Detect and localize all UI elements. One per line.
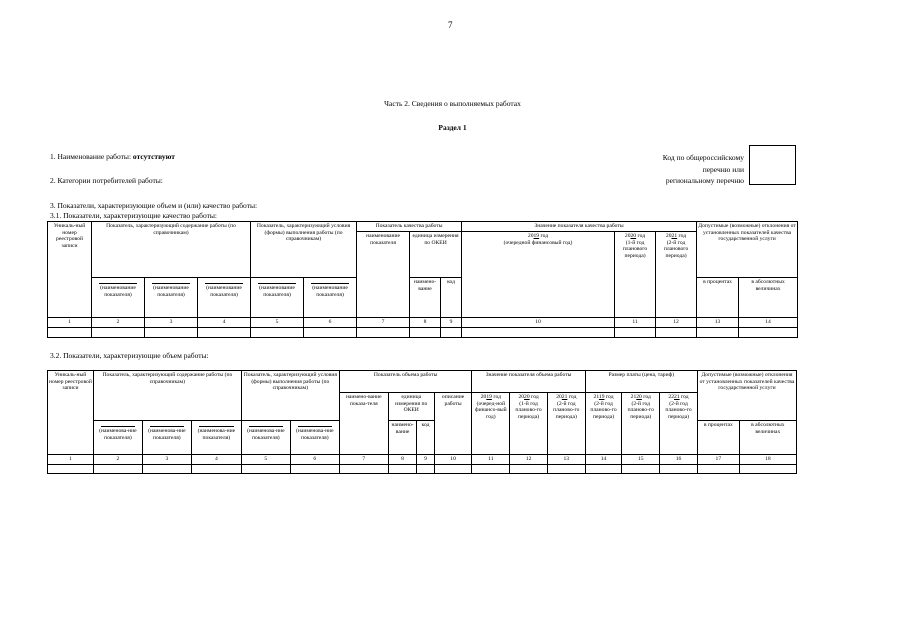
col-indicator-name: наименование показателя <box>357 232 410 318</box>
col-deviation-absolute: в абсолютных величинах <box>739 278 798 318</box>
sub-indicator-label: (наименова-ние показателя) <box>197 428 236 441</box>
sub-indicator-label: (наименование показателя) <box>312 285 348 298</box>
column-number: 7 <box>357 318 410 328</box>
empty-cell[interactable] <box>191 464 241 473</box>
year-number: 21 <box>671 233 678 239</box>
col-deviation: Допустимые (возможные) отклонения от установленных показателей качества государственной услуги <box>697 222 798 278</box>
empty-cell[interactable] <box>472 464 510 473</box>
column-number: 6 <box>290 455 339 465</box>
sub-indicator-label: (наименова-ние показателя) <box>296 428 334 441</box>
col-condition-indicator: Показатель, характеризующий условия (формы) выполнения работы (по справочникам) <box>251 222 357 278</box>
col-deviation-absolute: в абсолютных величинах <box>739 421 796 455</box>
year-suffix: год <box>493 394 501 400</box>
sub-indicator-label: (наименова-ние показателя) <box>148 428 186 441</box>
consumer-category-label: 2. Категории потребителей работы: <box>50 176 163 185</box>
column-number: 5 <box>251 318 304 328</box>
empty-cell[interactable] <box>357 327 410 337</box>
year-caption: (2-й год планово-го периода) <box>627 400 654 420</box>
code-label-line: перечню или <box>702 164 744 174</box>
empty-cell[interactable] <box>410 327 441 337</box>
year-prefix: 20 <box>518 394 525 400</box>
col-volume-value: Значение показателя объема работы <box>472 371 585 393</box>
column-number: 8 <box>410 318 441 328</box>
year-number: 21 <box>673 394 680 400</box>
col-unit: единица измерения по ОКЕИ <box>410 232 462 278</box>
empty-cell[interactable] <box>510 464 548 473</box>
column-number-row <box>48 455 797 465</box>
part-title: Часть 2. Сведения о выполняемых работах <box>384 99 521 108</box>
year-prefix: 20 <box>527 233 534 239</box>
col-quality-indicator: Показатель качества работы <box>357 222 462 232</box>
year-prefix: 20 <box>480 394 487 400</box>
year-number: 20 <box>630 233 637 239</box>
year-number: 20 <box>636 394 642 400</box>
col-price-year-3 <box>660 393 698 455</box>
sub-indicator-label: (наименова-ние показателя) <box>99 428 137 441</box>
work-name-label: 1. Наименование работы: <box>50 152 132 161</box>
table-row <box>48 327 798 337</box>
col-unique-number: Уникаль-ный номер реестровой записи <box>48 371 94 455</box>
empty-cell[interactable] <box>585 464 622 473</box>
col-year-plan-2 <box>656 232 697 318</box>
year-number: 19 <box>486 394 492 400</box>
empty-cell[interactable] <box>660 464 698 473</box>
sub-indicator-cell <box>198 278 251 318</box>
empty-cell[interactable] <box>547 464 585 473</box>
code-input-box[interactable] <box>749 145 796 185</box>
year-suffix: год <box>605 394 614 400</box>
sub-indicator-cell <box>290 421 339 455</box>
column-number: 2 <box>92 318 145 328</box>
sub-indicator-cell <box>92 278 145 318</box>
year-number: 19 <box>533 233 540 239</box>
empty-cell[interactable] <box>145 327 198 337</box>
empty-cell[interactable] <box>304 327 357 337</box>
table-row <box>48 464 797 473</box>
volume-table-title: 3.2. Показатели, характеризующие объем работы: <box>50 351 209 360</box>
column-number: 16 <box>660 455 698 465</box>
col-unit-name: наимено-вание <box>388 421 417 455</box>
column-number: 18 <box>739 455 796 465</box>
year-caption: (1-й год планово-го периода) <box>515 400 542 420</box>
empty-cell[interactable] <box>339 464 388 473</box>
col-unit-code: код <box>441 278 462 318</box>
col-unit-name: наимено-вание <box>410 278 441 318</box>
col-year-current <box>462 232 615 318</box>
col-volume-year-plan-1 <box>510 393 548 455</box>
column-number: 17 <box>697 455 739 465</box>
empty-cell[interactable] <box>198 327 251 337</box>
empty-cell[interactable] <box>697 464 739 473</box>
sub-indicator-cell <box>142 421 191 455</box>
column-number: 3 <box>142 455 191 465</box>
empty-cell[interactable] <box>48 327 92 337</box>
empty-cell[interactable] <box>241 464 290 473</box>
quality-table <box>47 221 798 338</box>
column-number: 4 <box>191 455 241 465</box>
quality-table-title: 3.1. Показатели, характеризующие качество работы: <box>50 211 217 220</box>
empty-cell[interactable] <box>697 327 739 337</box>
sub-indicator-cell <box>191 421 241 455</box>
year-suffix: год <box>531 394 539 400</box>
year-caption: (2-й год планово-го периода) <box>665 400 692 420</box>
col-content-indicator: Показатель, характеризующий содержание работы (по справочникам) <box>92 222 251 278</box>
sub-indicator-cell <box>251 278 304 318</box>
empty-cell[interactable] <box>92 327 145 337</box>
code-label-line: Код по общероссийскому <box>662 153 744 162</box>
col-unit: единица измерения по ОКЕИ <box>388 393 434 421</box>
year-caption: (2-й год планового периода) <box>663 239 689 259</box>
indicators-label: 3. Показатели, характеризующие объем и (или) качество работы: <box>50 201 258 210</box>
code-label <box>610 152 744 187</box>
empty-cell[interactable] <box>462 327 615 337</box>
empty-cell[interactable] <box>441 327 462 337</box>
col-indicator-name: наимено-вание показа-теля <box>339 393 388 455</box>
col-content-indicator: Показатель, характеризующий содержание работы (по справочникам) <box>93 371 241 421</box>
empty-cell[interactable] <box>417 464 434 473</box>
empty-cell[interactable] <box>615 327 656 337</box>
year-prefix: 22 <box>668 394 674 400</box>
year-prefix: 20 <box>624 233 631 239</box>
column-number: 1 <box>48 455 94 465</box>
empty-cell[interactable] <box>251 327 304 337</box>
sub-indicator-label: (наименова-ние показателя) <box>247 428 285 441</box>
empty-cell[interactable] <box>48 464 94 473</box>
column-number: 9 <box>441 318 462 328</box>
empty-cell[interactable] <box>739 327 798 337</box>
year-suffix: год <box>568 394 577 400</box>
column-number-row <box>48 318 798 328</box>
empty-cell[interactable] <box>434 464 472 473</box>
year-number: 21 <box>561 394 568 400</box>
column-number: 3 <box>145 318 198 328</box>
column-number: 10 <box>462 318 615 328</box>
col-volume-year-current <box>472 393 510 455</box>
column-number: 12 <box>656 318 697 328</box>
year-prefix: 21 <box>593 394 599 400</box>
code-label-line: региональному перечню <box>665 176 744 185</box>
col-year-plan-1 <box>615 232 656 318</box>
col-volume-year-plan-2 <box>547 393 585 455</box>
year-prefix: 20 <box>665 233 672 239</box>
column-number: 11 <box>615 318 656 328</box>
col-deviation-percent: в процентах <box>697 421 739 455</box>
work-name-value: отсутствуют <box>132 152 175 161</box>
year-suffix: год <box>540 233 549 239</box>
col-work-description: описание работы <box>434 393 472 455</box>
column-number: 6 <box>304 318 357 328</box>
col-volume-indicator: Показатель объема работы <box>339 371 472 393</box>
year-number: 19 <box>598 394 605 400</box>
empty-cell[interactable] <box>93 464 142 473</box>
column-number: 2 <box>93 455 142 465</box>
section-title: Раздел 1 <box>438 123 467 132</box>
empty-cell[interactable] <box>142 464 191 473</box>
column-number: 12 <box>510 455 548 465</box>
sub-indicator-label: (наименование показателя) <box>206 285 242 298</box>
year-suffix: год <box>643 394 651 400</box>
col-price: Размер платы (цена, тариф) <box>585 371 697 393</box>
column-number: 10 <box>434 455 472 465</box>
column-number: 1 <box>48 318 92 328</box>
col-unit-code: код <box>417 421 434 455</box>
column-number: 14 <box>585 455 622 465</box>
column-number: 9 <box>417 455 434 465</box>
empty-cell[interactable] <box>656 327 697 337</box>
column-number: 7 <box>339 455 388 465</box>
empty-cell[interactable] <box>622 464 660 473</box>
year-number: 20 <box>524 394 530 400</box>
sub-indicator-cell <box>241 421 290 455</box>
year-prefix: 21 <box>630 394 637 400</box>
col-quality-value: Значение показателя качества работы <box>462 222 697 232</box>
col-deviation: Допустимые (возможные) отклонения от установленных показателей качества государственной услуги <box>697 371 796 421</box>
sub-indicator-label: (наименование показателя) <box>153 285 189 298</box>
year-prefix: 20 <box>556 394 562 400</box>
column-number: 11 <box>472 455 510 465</box>
year-caption: (очередной финансовый год) <box>503 239 573 246</box>
sub-indicator-cell <box>304 278 357 318</box>
col-unique-number: Уникаль-ный номер реестровой записи <box>48 222 92 318</box>
sub-indicator-label: (наименование показателя) <box>100 285 136 298</box>
year-caption: (2-й год планово-го периода) <box>553 400 580 420</box>
col-price-year-2 <box>622 393 660 455</box>
column-number: 4 <box>198 318 251 328</box>
column-number: 13 <box>697 318 739 328</box>
sub-indicator-label: (наименование показателя) <box>259 285 295 298</box>
year-caption: (2-й год планово-го периода) <box>590 400 617 420</box>
column-number: 14 <box>739 318 798 328</box>
year-suffix: год <box>637 233 646 239</box>
sub-indicator-cell <box>93 421 142 455</box>
col-deviation-percent: в процентах <box>697 278 739 318</box>
column-number: 15 <box>622 455 660 465</box>
year-suffix: год <box>680 394 689 400</box>
column-number: 8 <box>388 455 417 465</box>
col-condition-indicator: Показатель, характеризующий условия (формы) выполнения работы (по справочникам) <box>241 371 339 421</box>
work-name-row <box>50 152 175 161</box>
column-number: 5 <box>241 455 290 465</box>
empty-cell[interactable] <box>290 464 339 473</box>
page-number: 7 <box>448 20 453 30</box>
year-caption: (очеред-ной финансо-вый год) <box>475 400 507 420</box>
year-caption: (1-й год планового периода) <box>622 239 648 259</box>
col-price-year-1 <box>585 393 622 455</box>
empty-cell[interactable] <box>388 464 417 473</box>
sub-indicator-cell <box>145 278 198 318</box>
volume-table <box>47 370 797 474</box>
column-number: 13 <box>547 455 585 465</box>
year-suffix: год <box>678 233 687 239</box>
empty-cell[interactable] <box>739 464 796 473</box>
